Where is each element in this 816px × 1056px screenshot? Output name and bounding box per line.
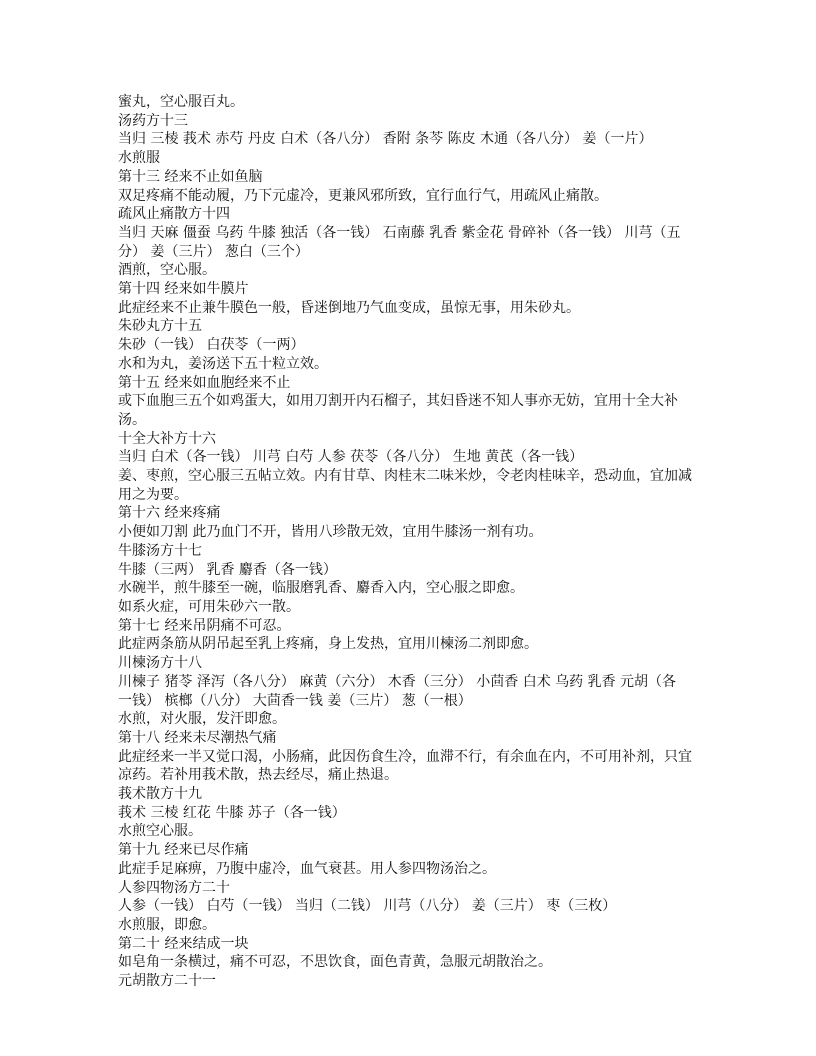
instructions-line: 水煎服，即愈。	[118, 916, 216, 933]
text-line: 此症手足麻痹，乃腹中虚冷，血气衰甚。用人参四物汤治之。	[118, 860, 496, 877]
section-heading: 第十三 经来不止如鱼脑	[118, 168, 263, 185]
formula-heading: 朱砂丸方十五	[118, 318, 202, 335]
formula-heading: 川楝汤方十八	[118, 655, 202, 672]
text-line: 此症两条筋从阴吊起至乳上疼痛，身上发热，宜用川楝汤二剂即愈。	[118, 636, 538, 653]
ingredients-line: 一钱） 槟榔（八分） 大茴香一钱 姜（三片） 葱（一根）	[118, 692, 472, 709]
text-line: 小便如刀割 此乃血门不开，皆用八珍散无效，宜用牛膝汤一剂有功。	[118, 524, 543, 541]
instructions-line: 姜、枣煎，空心服三五帖立效。内有甘草、肉桂末二味米炒，令老肉桂味辛，恐动血，宜加减	[118, 468, 692, 485]
instructions-line: 水煎服	[118, 150, 160, 167]
document-page	[118, 93, 704, 991]
formula-heading: 十全大补方十六	[118, 430, 216, 447]
text-line: 双足疼痛不能动履，乃下元虚冷，更兼风邪所致，宜行血行气，用疏风止痛散。	[118, 187, 608, 204]
text-line: 如系火症，可用朱砂六一散。	[118, 598, 300, 615]
formula-heading: 人参四物汤方二十	[118, 879, 230, 896]
ingredients-line: 当归 三棱 莪术 赤芍 丹皮 白术（各八分） 香附 条芩 陈皮 木通（各八分） 姜（一片）	[118, 131, 653, 148]
formula-heading: 疏风止痛散方十四	[118, 206, 230, 223]
instructions-line: 水和为丸，姜汤送下五十粒立效。	[118, 355, 328, 372]
instructions-line: 酒煎，空心服。	[118, 262, 216, 279]
text-line: 此症经来一半又觉口渴，小肠痛，此因伤食生冷，血滞不行，有余血在内，不可用补剂，只宜	[118, 748, 692, 765]
section-heading: 第十七 经来吊阴痛不可忍。	[118, 617, 291, 634]
text-line: 此症经来不止兼牛膜色一般，昏迷倒地乃气血变成，虽惊无事，用朱砂丸。	[118, 299, 580, 316]
text-line: 如皂角一条横过，痛不可忍，不思饮食，面色青黄，急服元胡散治之。	[118, 954, 552, 971]
instructions-line: 水煎，对火服，发汗即愈。	[118, 711, 286, 728]
section-heading: 第十五 经来如血胞经来不止	[118, 374, 291, 391]
text-line: 或下血胞三五个如鸡蛋大，如用刀割开内石榴子，其妇昏迷不知人事亦无妨，宜用十全大补汤。	[118, 393, 678, 428]
section-heading: 第十六 经来疼痛	[118, 505, 221, 522]
ingredients-line: 牛膝（三两） 乳香 麝香（各一钱）	[118, 561, 337, 578]
section-heading: 第十八 经来未尽潮热气痛	[118, 729, 277, 746]
ingredients-line: 莪术 三棱 红花 牛膝 苏子（各一钱）	[118, 804, 346, 821]
ingredients-line: 当归 白术（各一钱） 川芎 白芍 人参 茯苓（各八分） 生地 黄芪（各一钱）	[118, 449, 584, 466]
section-heading: 第十四 经来如牛膜片	[118, 281, 249, 298]
text-line: 蜜丸，空心服百丸。	[118, 94, 244, 110]
formula-heading: 牛膝汤方十七	[118, 542, 202, 559]
text-line: 凉药。若补用莪术散，热去经尽，痛止热退。	[118, 767, 398, 784]
ingredients-line: 分） 姜（三片） 葱白（三个）	[118, 243, 309, 260]
instructions-line: 用之为要。	[118, 486, 188, 503]
ingredients-line: 朱砂（一钱） 白茯苓（一两）	[118, 337, 305, 354]
ingredients-line: 当归 天麻 僵蚕 乌药 牛膝 独活（各一钱） 石南藤 乳香 紫金花 骨碎补（各一钱） 川芎（五	[118, 224, 681, 241]
instructions-line: 水煎空心服。	[118, 823, 202, 840]
section-heading: 第二十 经来结成一块	[118, 935, 249, 952]
formula-heading: 汤药方十三	[118, 112, 188, 129]
ingredients-line: 人参（一钱） 白芍（一钱） 当归（二钱） 川芎（八分） 姜（三片） 枣（三枚）	[118, 898, 617, 915]
ingredients-line: 川楝子 猪苓 泽泻（各八分） 麻黄（六分） 木香（三分） 小茴香 白术 乌药 乳香 元胡（各	[118, 673, 677, 690]
section-heading: 第十九 经来已尽作痛	[118, 842, 249, 859]
instructions-line: 水碗半，煎牛膝至一碗，临服磨乳香、麝香入内，空心服之即愈。	[118, 580, 524, 597]
formula-heading: 莪术散方十九	[118, 786, 202, 803]
formula-heading: 元胡散方二十一	[118, 973, 216, 990]
